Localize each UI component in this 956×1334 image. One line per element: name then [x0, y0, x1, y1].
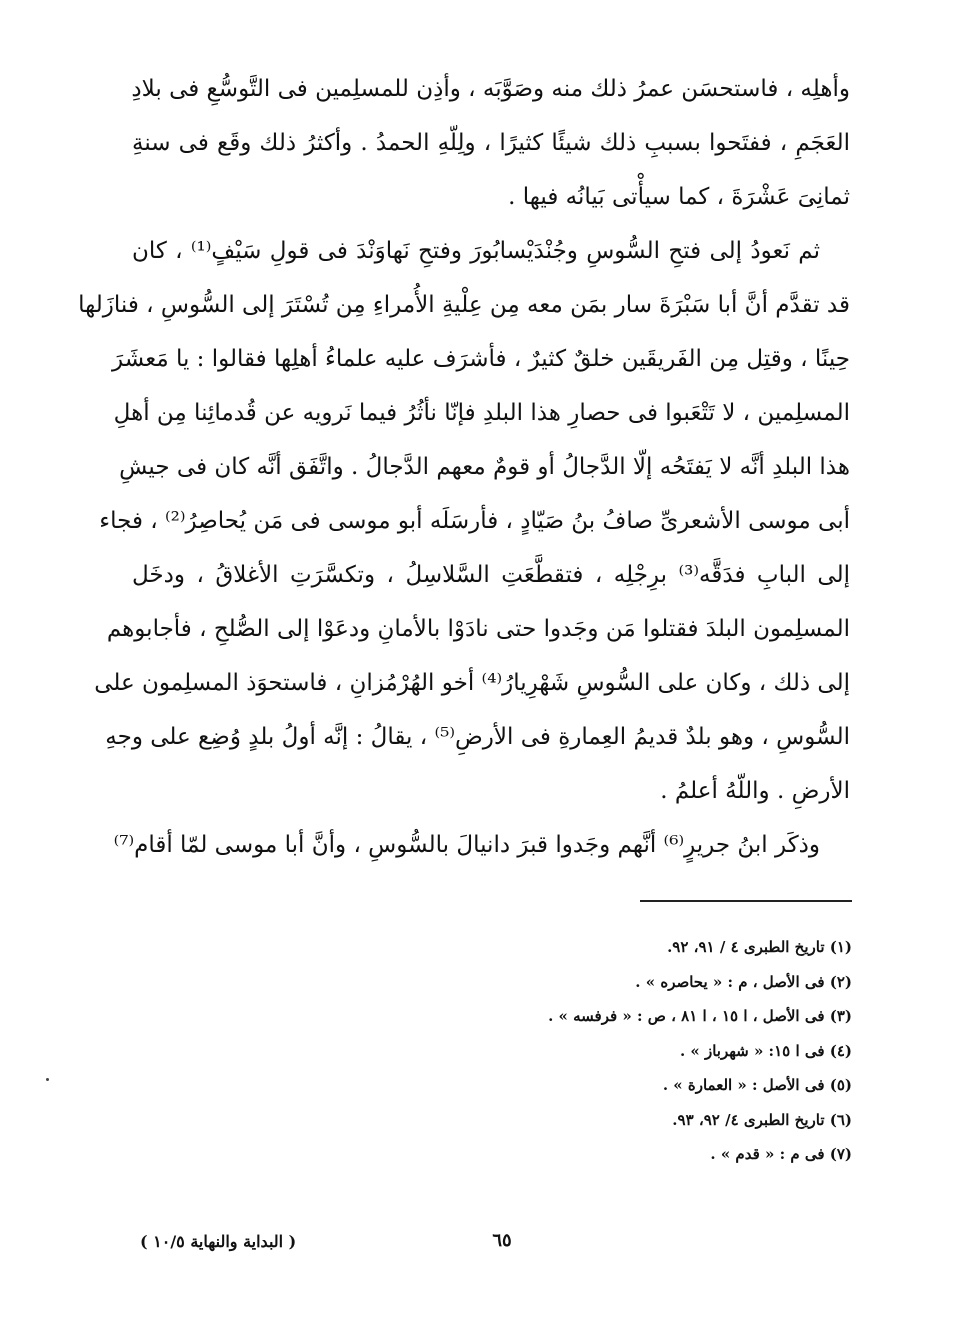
footnote: (٧) فى م : « قدم » . — [710, 1145, 852, 1163]
text-line: وذكَر ابنُ جريرٍ⁽⁶⁾ أنَّهم وجَدوا قبرَ دانيالَ بالسُّوسِ ، وأنَّ أبا موسى لمّا أقام⁽⁷⁾ — [113, 832, 820, 858]
text-line: إلى ذلك ، وكان على السُّوسِ شَهْرِيارُ⁽⁴⁾ أخو الهُرْمُزانِ ، فاستحوَذ المسلِمون على — [94, 670, 850, 696]
text-line: حِينًا ، وقتِل مِن الفَريقَين خلقٌ كثيرٌ ، فأشرَف عليه علماءُ أهلِها فقالوا : يا مَعشَرَ — [112, 346, 850, 372]
footnotes — [420, 930, 852, 1172]
footnote: (٣) فى الأصل ، ا ١٥ ، ا ٨١ ، ص : « فرفسه » . — [548, 1007, 852, 1025]
text-line: وأهلِه ، فاستحسَن عمرُ ذلك منه وصَوَّبَه ، وأذِن للمسلِمين فى التَّوسُّعِ فى بلادِ — [131, 76, 850, 102]
text-line: الأرضِ . واللّهُ أعلمُ . — [660, 778, 850, 804]
text-line: هذا البلدِ أنَّه لا يَفتَحُه إلّا الدَّجالُ أو قومٌ معهم الدَّجالُ . واتَّفَق أنَّه كان فى جيشِ — [119, 454, 850, 480]
main-text — [78, 62, 850, 872]
text-line: المسلِمين ، لا تَتْعَبوا فى حصارِ هذا البلدِ فإنّا نأثُرُ فيما نَرويه عن قُدمائِنا مِن أهلِ — [113, 400, 850, 426]
text-line: قد تقدَّم أنَّ أبا سَبْرَةَ سار بمَن معه مِن عِلْيةِ الأُمراءِ مِن تُسْتَرَ إلى السُّوسِ ، فنازَلها — [78, 292, 850, 318]
page-number: ٦٥ — [492, 1230, 512, 1251]
text-line: أبى موسى الأشعرىِّ صافُ بنُ صَيّادٍ ، فأرسَلَه أبو موسى فى مَن يُحاصِرُ⁽²⁾ ، فجاء — [99, 508, 850, 534]
footnote: (٥) فى الأصل : « العمارة » . — [662, 1076, 852, 1094]
book-reference: ( البداية والنهاية ١٠/٥ ) — [140, 1232, 297, 1251]
footnote: (١) تاريخ الطبرى ٤ / ٩١، ٩٢. — [667, 938, 852, 956]
text-line: المسلِمون البلدَ فقتلوا مَن وجَدوا حتى نادَوْا بالأمانِ ودعَوْا إلى الصُّلحِ ، فأجابوهم — [106, 616, 850, 642]
text-line: ثمانِىَ عَشْرَةَ ، كما سيأْتى بَيانُه فيها . — [508, 184, 850, 210]
text-line: العَجَمِ ، ففتَحوا بسببِ ذلك شيئًا كثيرًا ، ولِلّهِ الحمدُ . وأكثرُ ذلك وقَع فى سنةِ — [132, 130, 850, 156]
text-line: السُّوسِ ، وهو بلدٌ قديمُ العِمارةِ فى الأرضِ⁽⁵⁾ ، يقالُ : إنَّه أولُ بلدٍ وُضِع على وجهِ — [105, 724, 850, 750]
footnote: (٦) تاريخ الطبرى ٤/ ٩٢، ٩٣. — [672, 1110, 852, 1129]
text-line: إلى البابِ فدَقَّه⁽³⁾ برِجْلِه ، فتقطَّعَتِ السَّلاسِلُ ، وتكسَّرَتِ الأغلاقُ ، ودخَل — [132, 562, 850, 588]
footnote: (٢) فى الأصل ، م : « يحاصره » . — [635, 972, 852, 991]
scan-speck — [46, 1078, 49, 1081]
footnote: (٤) فى ا ١٥: « شهرباز » . — [679, 1041, 852, 1060]
text-line: ثم نَعودُ إلى فتحِ السُّوسِ وجُنْدَيْسابُورَ وفتحِ نَهاوَنْدَ فى قولِ سَيْفٍ⁽¹⁾ ، كان — [132, 238, 820, 264]
footnote-separator — [640, 900, 852, 902]
